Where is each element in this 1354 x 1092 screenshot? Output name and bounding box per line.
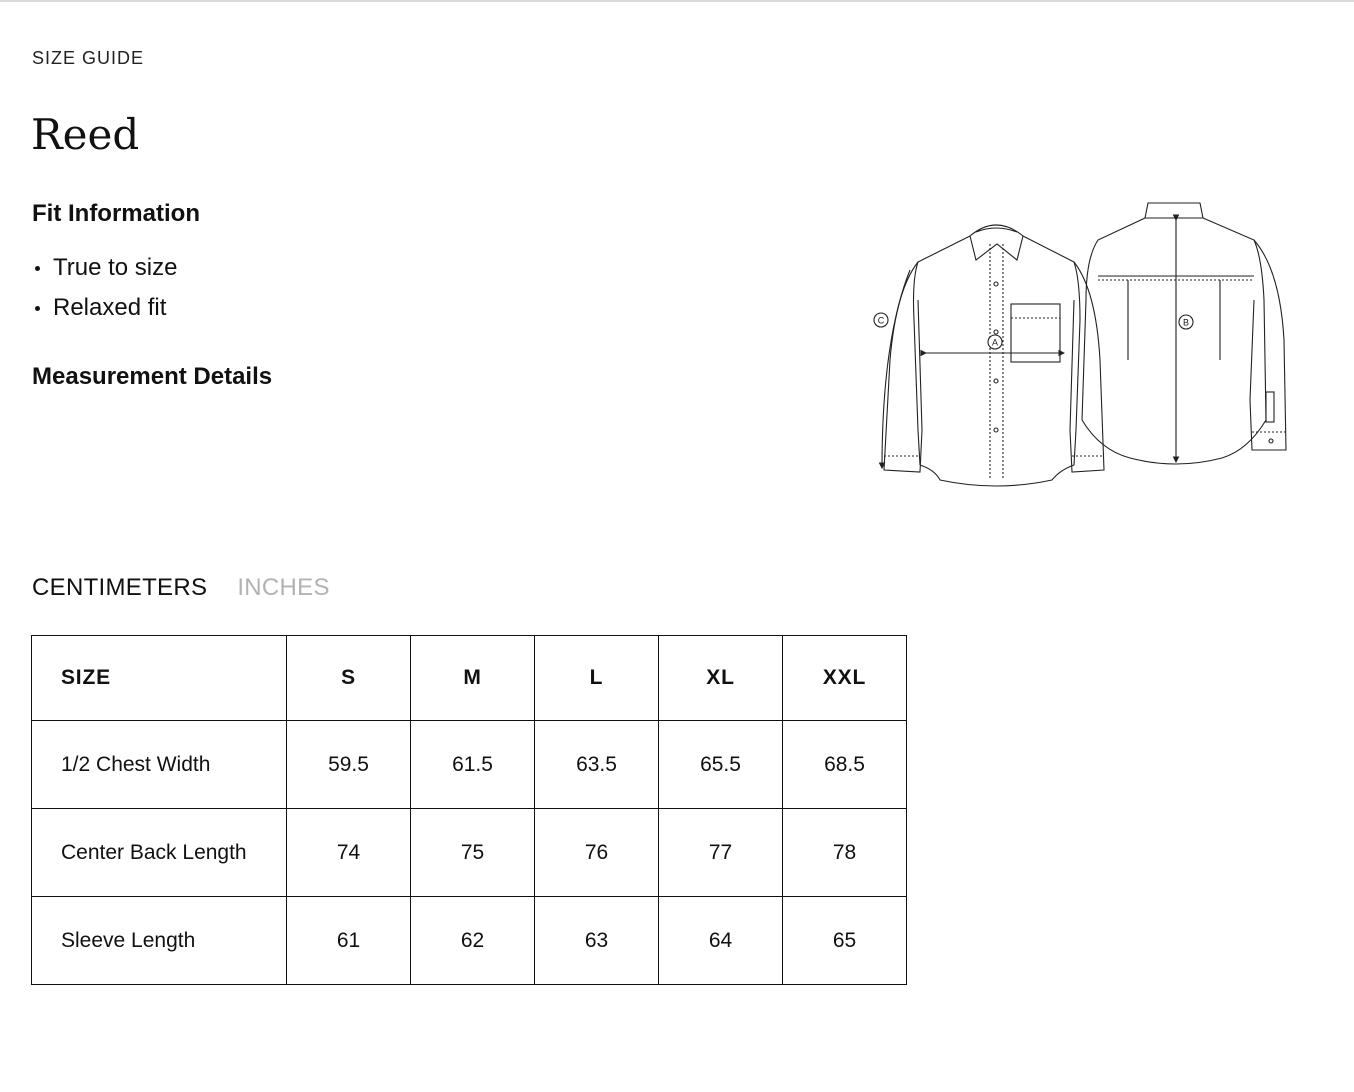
tab-inches[interactable]: INCHES: [237, 574, 330, 601]
fit-list: [32, 248, 178, 328]
row-label: Center Back Length: [32, 809, 287, 897]
table-row: [32, 897, 907, 985]
tab-centimeters[interactable]: CENTIMETERS: [32, 574, 208, 601]
measurement-details-heading: Measurement Details: [32, 363, 273, 390]
table-cell: 74: [287, 809, 411, 897]
table-cell: 61: [287, 897, 411, 985]
size-column-header: M: [411, 636, 535, 721]
shirt-back-illustration: [1082, 203, 1286, 464]
size-column-header: XL: [659, 636, 783, 721]
table-cell: 63: [535, 897, 659, 985]
table-cell: 59.5: [287, 721, 411, 809]
table-cell: 75: [411, 809, 535, 897]
size-table: [31, 635, 907, 985]
row-label: Sleeve Length: [32, 897, 287, 985]
fit-item: Relaxed fit: [32, 288, 178, 328]
table-cell: 77: [659, 809, 783, 897]
shirt-front-illustration: [874, 225, 1104, 486]
table-cell: 68.5: [783, 721, 907, 809]
fit-item: True to size: [32, 248, 178, 288]
page-title: Reed: [31, 110, 140, 159]
size-column-header: L: [535, 636, 659, 721]
size-header-label: SIZE: [32, 636, 287, 721]
size-column-header: XXL: [783, 636, 907, 721]
chest-marker-label: A: [991, 337, 999, 348]
table-cell: 63.5: [535, 721, 659, 809]
eyebrow-label: SIZE GUIDE: [32, 48, 145, 68]
table-row: [32, 721, 907, 809]
top-divider: [0, 0, 1354, 2]
table-header-row: [32, 636, 907, 721]
table-cell: 78: [783, 809, 907, 897]
shirt-measurement-diagram: [864, 196, 1294, 496]
unit-toggle: [32, 574, 330, 602]
table-cell: 62: [411, 897, 535, 985]
table-cell: 65.5: [659, 721, 783, 809]
table-cell: 76: [535, 809, 659, 897]
back-length-marker-label: B: [1182, 317, 1190, 328]
sleeve-marker-label: C: [877, 315, 885, 326]
row-label: 1/2 Chest Width: [32, 721, 287, 809]
size-column-header: S: [287, 636, 411, 721]
table-cell: 65: [783, 897, 907, 985]
table-cell: 64: [659, 897, 783, 985]
table-row: [32, 809, 907, 897]
fit-information-heading: Fit Information: [32, 200, 200, 227]
table-cell: 61.5: [411, 721, 535, 809]
